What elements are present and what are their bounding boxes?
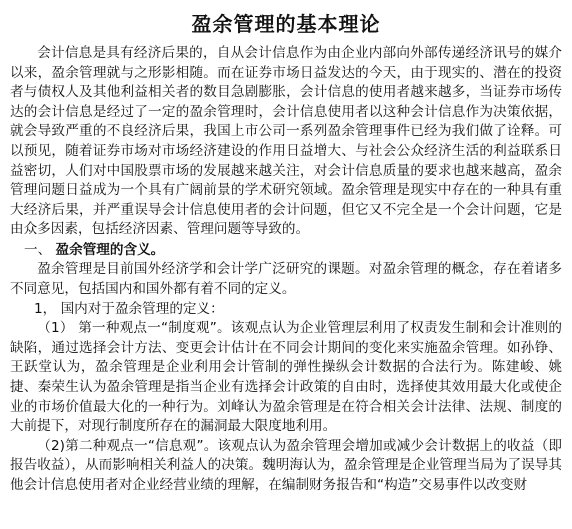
- view-1-paragraph: （1） 第一种观点一“制度观”。该观点认为企业管理层利用了权责发生制和会计准则的缺陷，通过选择会计方法、变更会计估计在不同会计期间的变化来实施盈余管理。如孙铮、王跃堂认为，盈余管理是企业利用会计管制的弹性操纵会计数据的合法行为。陈建峻、姚捷、秦荣生认为盈余管理是指当企业有选择会计政策的自由时，选择使其效用最大化或使企业的市场价值最大化的一种行为。刘峰认为盈余管理是在符合相关会计法律、法规、制度的大前提下，对现行制度所存在的漏洞最大限度地利用。: [10, 320, 562, 435]
- section-1-paragraph: 盈余管理是目前国外经济学和会计学广泛研究的课题。对盈余管理的概念，存在着诸多不同意见，包括国内和国外都有着不同的定义。: [10, 260, 562, 297]
- section-1-heading: [10, 240, 562, 260]
- subsection-1-heading: 1， 国内对于盈余管理的定义：: [34, 301, 224, 318]
- document-title: 盈余管理的基本理论: [191, 12, 381, 36]
- view-2-paragraph: （2)第二种观点一“信息观”。该观点认为盈余管理会增加或减少会计数据上的收益（即报告收益），从而影响相关利益人的决策。魏明海认为，盈余管理是企业管理当局为了误导其他会计信息使用者对企业经营业绩的理解，在编制财务报告和“构造”交易事件以改变财: [10, 437, 562, 493]
- intro-paragraph: 会计信息是具有经济后果的，自从会计信息作为由企业内部向外部传递经济讯号的媒介以来，盈余管理就与之形影相随。而在证券市场日益发达的今天，由于现实的、潜在的投资者与债权人及其他利益相关者的数目急剧膨胀，会计信息的使用者越来越多，当证券市场传达的会计信息是经过了一定的盈余管理时，会计信息使用者以这种会计信息作为决策依据，就会导致严重的不良经济后果，我国上市公司一系列盈余管理事件已经为我们做了诠释。可以预见，随着证券市场对市场经济建设的作用日益增大、与社会公众经济生活的利益联系日益密切，人们对中国股票市场的发展越来越关注，对会计信息质量的要求也越来越高，盈余管理问题日益成为一个具有广阔前景的学术研究领域。盈余管理是现实中存在的一种具有重大经济后果，并严重误导会计信息使用者的会计问题，但它又不完全是一个会计问题，它是由众多因素，包括经济因素、管理问题等导致的。: [10, 45, 562, 238]
- section-1-number: 一、: [24, 241, 52, 258]
- section-1-title: 盈余管理的含义。: [55, 241, 165, 258]
